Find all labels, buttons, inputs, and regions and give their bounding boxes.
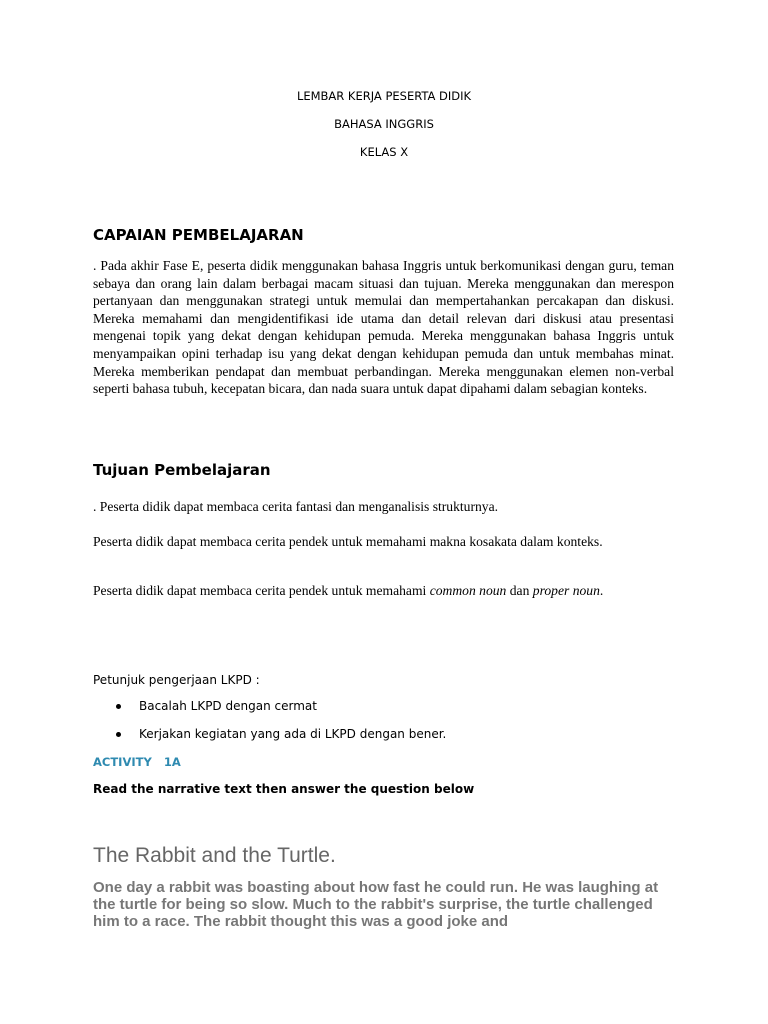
tujuan-item-3-suffix: . <box>599 583 604 598</box>
story-title: The Rabbit and the Turtle. <box>93 844 336 867</box>
tujuan-item-1: . Peserta didik dapat membaca cerita fantasi dan menganalisis strukturnya. <box>93 499 499 514</box>
capaian-paragraph: . Pada akhir Fase E, peserta didik menggunakan bahasa Inggris untuk berkomunikasi dengan guru, teman sebaya dan orang lain dalam berbagai macam situasi dan tujuan. Mereka menggunakan dan merespon pertanyaan dan menggunakan strategi untuk memulai dan mempertahankan percakapan dan diskusi. Mereka memahami dan mengidentifikasi ide utama dan detail relevan dari diskusi atau presentasi mengenai topik yang dekat dengan kehidupan pemuda. Mereka menggunakan bahasa Inggris untuk menyampaikan opini terhadap isu yang dekat dengan kehidupan pemuda dan untuk membahas minat. Mereka memberikan pendapat dan membuat perbandingan. Mereka menggunakan elemen non-verbal seperti bahasa tubuh, kecepatan bicara, dan nada suara untuk dapat dipahami dalam sebagian konteks. <box>93 258 674 397</box>
petunjuk-label: Petunjuk pengerjaan LKPD : <box>93 673 260 687</box>
petunjuk-item-2: Kerjakan kegiatan yang ada di LKPD dengan bener. <box>139 727 447 741</box>
tujuan-item-3 <box>93 583 603 599</box>
activity-instruction: Read the narrative text then answer the question below <box>93 782 475 796</box>
capaian-heading: CAPAIAN PEMBELAJARAN <box>93 226 304 244</box>
activity-label: ACTIVITY 1A <box>93 755 181 769</box>
doc-title-subject: BAHASA INGGRIS <box>334 117 434 131</box>
tujuan-heading: Tujuan Pembelajaran <box>93 461 271 479</box>
doc-title-line1: LEMBAR KERJA PESERTA DIDIK <box>296 89 472 103</box>
common-noun-term: common noun <box>429 583 507 598</box>
tujuan-item-3-prefix: Peserta didik dapat membaca cerita pendek untuk memahami <box>93 583 430 598</box>
petunjuk-item-1: Bacalah LKPD dengan cermat <box>139 699 317 713</box>
story-text: One day a rabbit was boasting about how fast he could run. He was laughing at the turtle for being so slow. Much to the rabbit's surprise, the turtle challenged him to a race. The rabbit thought this was a good joke and <box>93 879 659 930</box>
tujuan-item-3-mid: dan <box>506 583 533 598</box>
bullet-icon <box>116 704 121 709</box>
tujuan-item-2: Peserta didik dapat membaca cerita pendek untuk memahami makna kosakata dalam konteks. <box>93 534 603 549</box>
bullet-icon <box>116 732 121 737</box>
doc-title-class: KELAS X <box>359 145 409 159</box>
proper-noun-term: proper noun <box>532 583 600 598</box>
